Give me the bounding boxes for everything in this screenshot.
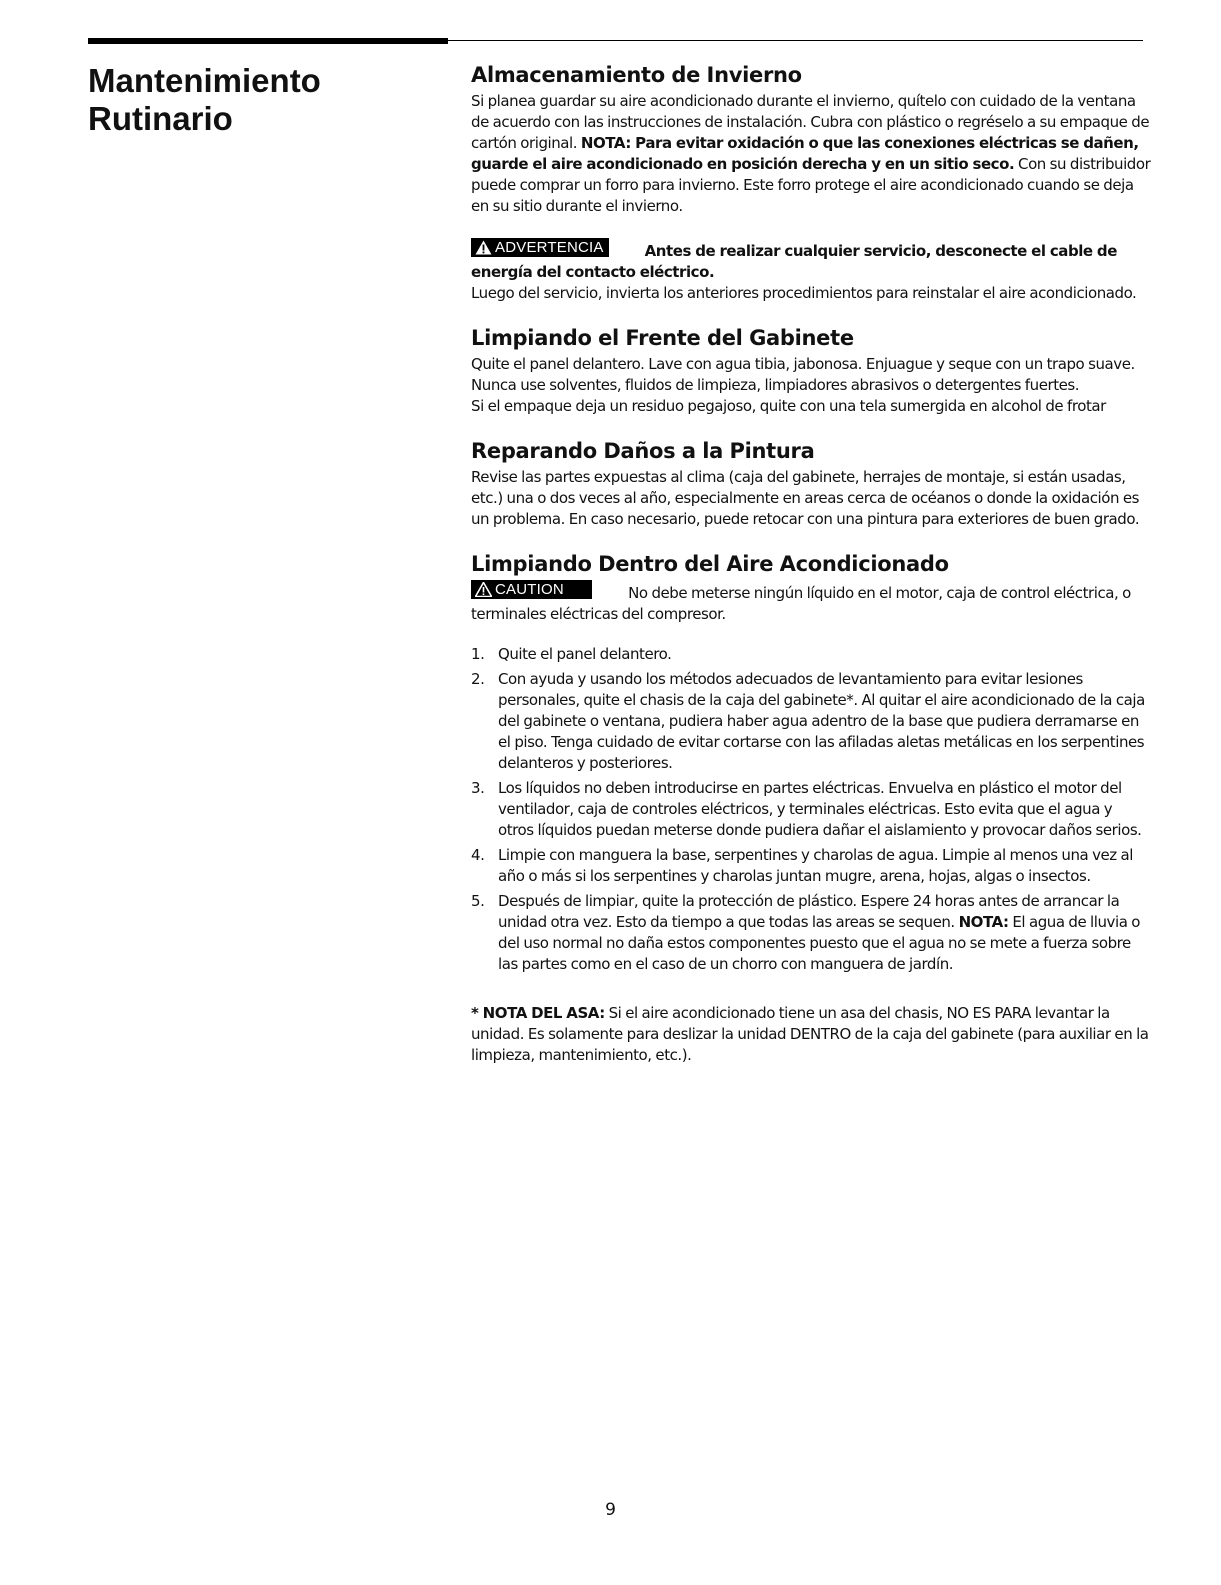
step-number: 2.: [471, 670, 485, 688]
winter-storage-text-1: Si planea guardar su aire acondicionado durante el invierno, quítelo con cuidado de la ventana de acuerdo con las instrucciones de instalación. Cubra con plástico o regréselo a su empaque de cartón original.: [471, 92, 1150, 152]
step-text: Después de limpiar, quite la protección de plástico. Espere 24 horas antes de arrancar la unidad otra vez. Esto da tiempo a que todas las areas se sequen.: [498, 892, 1120, 931]
caution-badge-label: CAUTION: [495, 580, 564, 598]
step-text: Con ayuda y usando los métodos adecuados de levantamiento para evitar lesiones personales, quite el chasis de la caja del gabinete*. Al quitar el aire acondicionado de la caja del gabinete o ventana, pudiera haber agua adentro de la base que pudiera derramarse en el piso. Tenga cuidado de evitar cortarse con las afiladas aletas metálicas en los serpentines delanteros y posteriores.: [498, 670, 1145, 772]
list-item: [471, 845, 1151, 887]
inside-cleaning-heading: Limpiando Dentro del Aire Acondicionado: [471, 552, 949, 576]
step-note-label: NOTA:: [958, 913, 1009, 931]
step-text: Limpie con manguera la base, serpentines y charolas de agua. Limpie al menos una vez al año o más si los serpentines y charolas juntan mugre, arena, hojas, algas o insectos.: [498, 846, 1133, 885]
caution-triangle-icon: [475, 582, 492, 597]
list-item: [471, 669, 1151, 774]
step-note-text: El agua de lluvia o del uso normal no daña estos componentes puesto que el agua no se mete a fuerza sobre las partes como en el caso de un chorro con manguera de jardín.: [498, 913, 1140, 973]
header-rule-thick: [88, 38, 448, 44]
paint-repair-section: [471, 438, 1151, 530]
step-number: 4.: [471, 846, 485, 864]
main-content: [471, 62, 1151, 1066]
step-number: 3.: [471, 779, 485, 797]
page-number: 9: [605, 1500, 616, 1520]
footnote: [471, 1003, 1151, 1066]
step-text: Los líquidos no deben introducirse en partes eléctricas. Envuelva en plástico el motor del ventilador, caja de controles eléctricos, y terminales eléctricas. Esto evita que el agua y otros líquidos puedan meterse donde pudiera dañar el aislamiento y provocar daños serios.: [498, 779, 1142, 839]
cabinet-front-text-2: Si el empaque deja un residuo pegajoso, quite con una tela sumergida en alcohol de frotar: [471, 397, 1106, 415]
warning-badge-label: ADVERTENCIA: [495, 238, 604, 256]
warning-triangle-icon: [475, 240, 492, 255]
cabinet-front-section: [471, 325, 1151, 417]
step-text: Quite el panel delantero.: [498, 645, 672, 663]
step-number: 5.: [471, 892, 485, 910]
caution-paragraph: [471, 580, 1151, 625]
footnote-text: Si el aire acondicionado tiene un asa del chasis, NO ES PARA levantar la unidad. Es solamente para deslizar la unidad DENTRO de la caja del gabinete (para auxiliar en la limpieza, mantenimiento, etc.).: [471, 1004, 1149, 1064]
step-number: 1.: [471, 645, 485, 663]
caution-badge: [471, 580, 592, 599]
winter-storage-heading: Almacenamiento de Invierno: [471, 63, 802, 87]
footnote-label: * NOTA DEL ASA:: [471, 1004, 605, 1022]
warning-text: Antes de realizar cualquier servicio, desconecte el cable de energía del contacto eléctrico.: [471, 242, 1117, 281]
header-rule-thin: [448, 40, 1143, 41]
paint-repair-heading: Reparando Daños a la Pintura: [471, 439, 815, 463]
list-item: [471, 778, 1151, 841]
cabinet-front-text-1: Quite el panel delantero. Lave con agua tibia, jabonosa. Enjuague y seque con un trapo suave. Nunca use solventes, fluidos de limpieza, limpiadores abrasivos o detergentes fuertes.: [471, 355, 1135, 394]
list-item: [471, 891, 1151, 975]
winter-storage-text-2: Con su distribuidor puede comprar un forro para invierno. Este forro protege el aire acondicionado cuando se deja en su sitio durante el invierno.: [471, 155, 1151, 215]
section-title-line-2: Rutinario: [88, 100, 233, 137]
winter-storage-paragraph: [471, 91, 1151, 217]
cabinet-front-heading: Limpiando el Frente del Gabinete: [471, 326, 854, 350]
caution-text: No debe meterse ningún líquido en el motor, caja de control eléctrica, o terminales eléctricas del compresor.: [471, 584, 1131, 623]
inside-cleaning-section: [471, 551, 1151, 975]
after-service-text: Luego del servicio, invierta los anteriores procedimientos para reinstalar el aire acondicionado.: [471, 284, 1137, 302]
winter-storage-note: NOTA: Para evitar oxidación o que las conexiones eléctricas se dañen, guarde el aire acondicionado en posición derecha y en un sitio seco.: [471, 134, 1139, 173]
warning-badge: [471, 238, 609, 257]
list-item: [471, 644, 1151, 665]
warning-paragraph: [471, 238, 1151, 283]
section-title-line-1: Mantenimiento: [88, 62, 321, 99]
section-title: [88, 62, 418, 138]
cleaning-steps-list: [471, 644, 1151, 975]
winter-storage-section: [471, 62, 1151, 304]
paint-repair-text: Revise las partes expuestas al clima (caja del gabinete, herrajes de montaje, si están usadas, etc.) una o dos veces al año, especialmente en areas cerca de océanos o donde la oxidación es un problema. En caso necesario, puede retocar con una pintura para exteriores de buen grado.: [471, 468, 1140, 528]
